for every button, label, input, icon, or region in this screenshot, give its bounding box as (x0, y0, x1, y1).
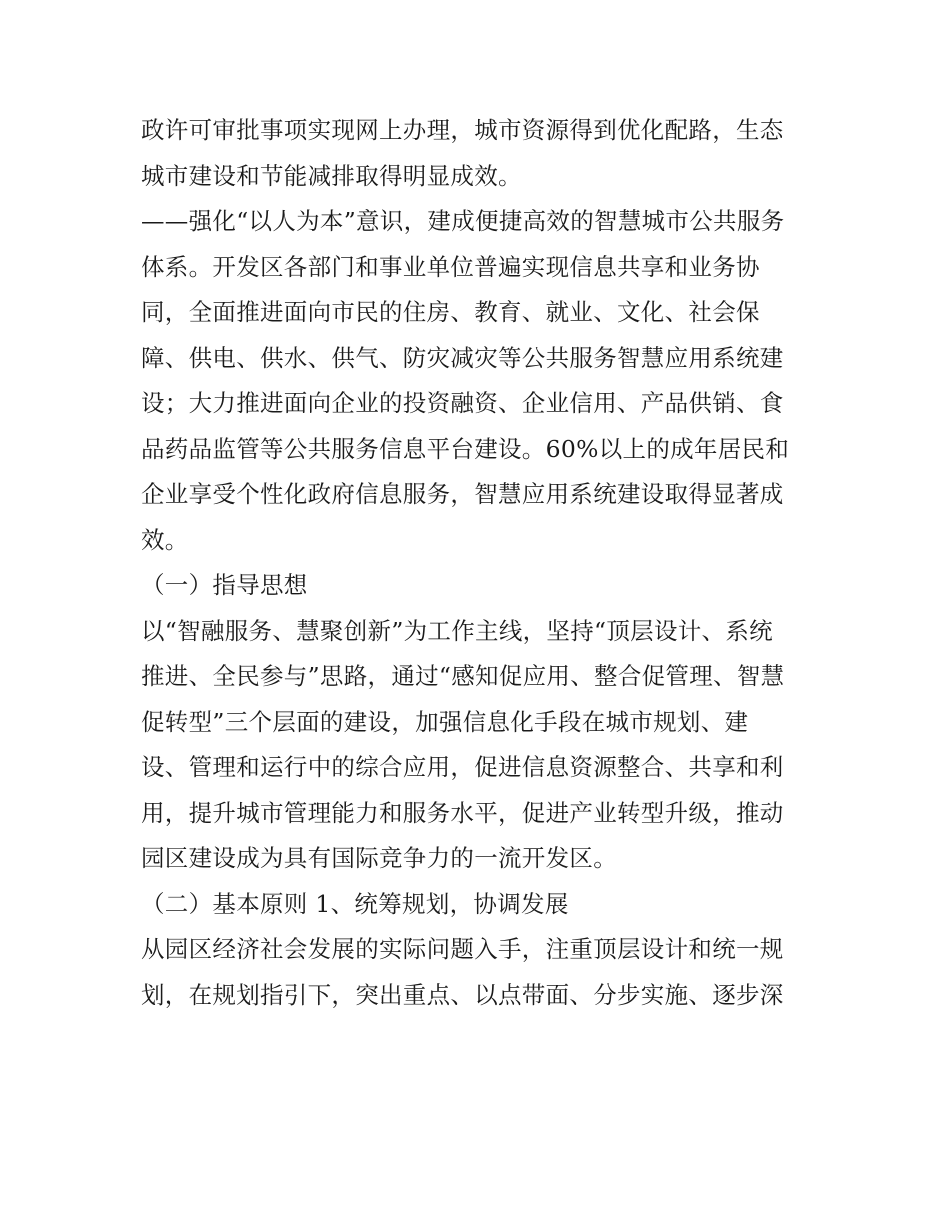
text-line: ——强化“以人为本”意识，建成便捷高效的智慧城市公共服务 (141, 207, 785, 235)
text-line: 划，在规划指引下，突出重点、以点带面、分步实施、逐步深 (141, 980, 784, 1009)
text-line: 促转型”三个层面的建设，加强信息化手段在城市规划、建 (141, 707, 749, 736)
section-heading: （一）指导思想 (141, 571, 308, 599)
text-line: 从园区经济社会发展的实际问题入手，注重顶层设计和统一规 (141, 935, 784, 963)
text-line: 城市建设和节能减排取得明显成效。 (141, 161, 522, 190)
text-line: 效。 (141, 525, 189, 554)
text-line: 企业享受个性化政府信息服务，智慧应用系统建设取得显著成 (141, 480, 784, 508)
text-line: 设；大力推进面向企业的投资融资、企业信用、产品供销、食 (141, 389, 784, 417)
text-line: 品药品监管等公共服务信息平台建设。60%以上的成年居民和 (141, 434, 790, 463)
text-line: 设、管理和运行中的综合应用，促进信息资源整合、共享和利 (141, 753, 784, 781)
text-line: 用，提升城市管理能力和服务水平，促进产业转型升级，推动 (141, 798, 784, 827)
text-line: 体系。开发区各部门和事业单位普遍实现信息共享和业务协 (141, 252, 760, 281)
text-line: 政许可审批事项实现网上办理，城市资源得到优化配路，生态 (141, 116, 784, 144)
text-line: 障、供电、供水、供气、防灾减灾等公共服务智慧应用系统建 (141, 343, 784, 372)
section-heading: （二）基本原则 1、统筹规划，协调发展 (141, 889, 569, 918)
text-line: 以“智融服务、慧聚创新”为工作主线，坚持“顶层设计、系统 (141, 616, 773, 645)
body-text (141, 108, 821, 1018)
text-line: 推进、全民参与”思路，通过“感知促应用、整合促管理、智慧 (141, 662, 785, 690)
text-line: 同，全面推进面向市民的住房、教育、就业、文化、社会保 (141, 298, 760, 326)
text-line: 园区建设成为具有国际竞争力的一流开发区。 (141, 844, 617, 872)
